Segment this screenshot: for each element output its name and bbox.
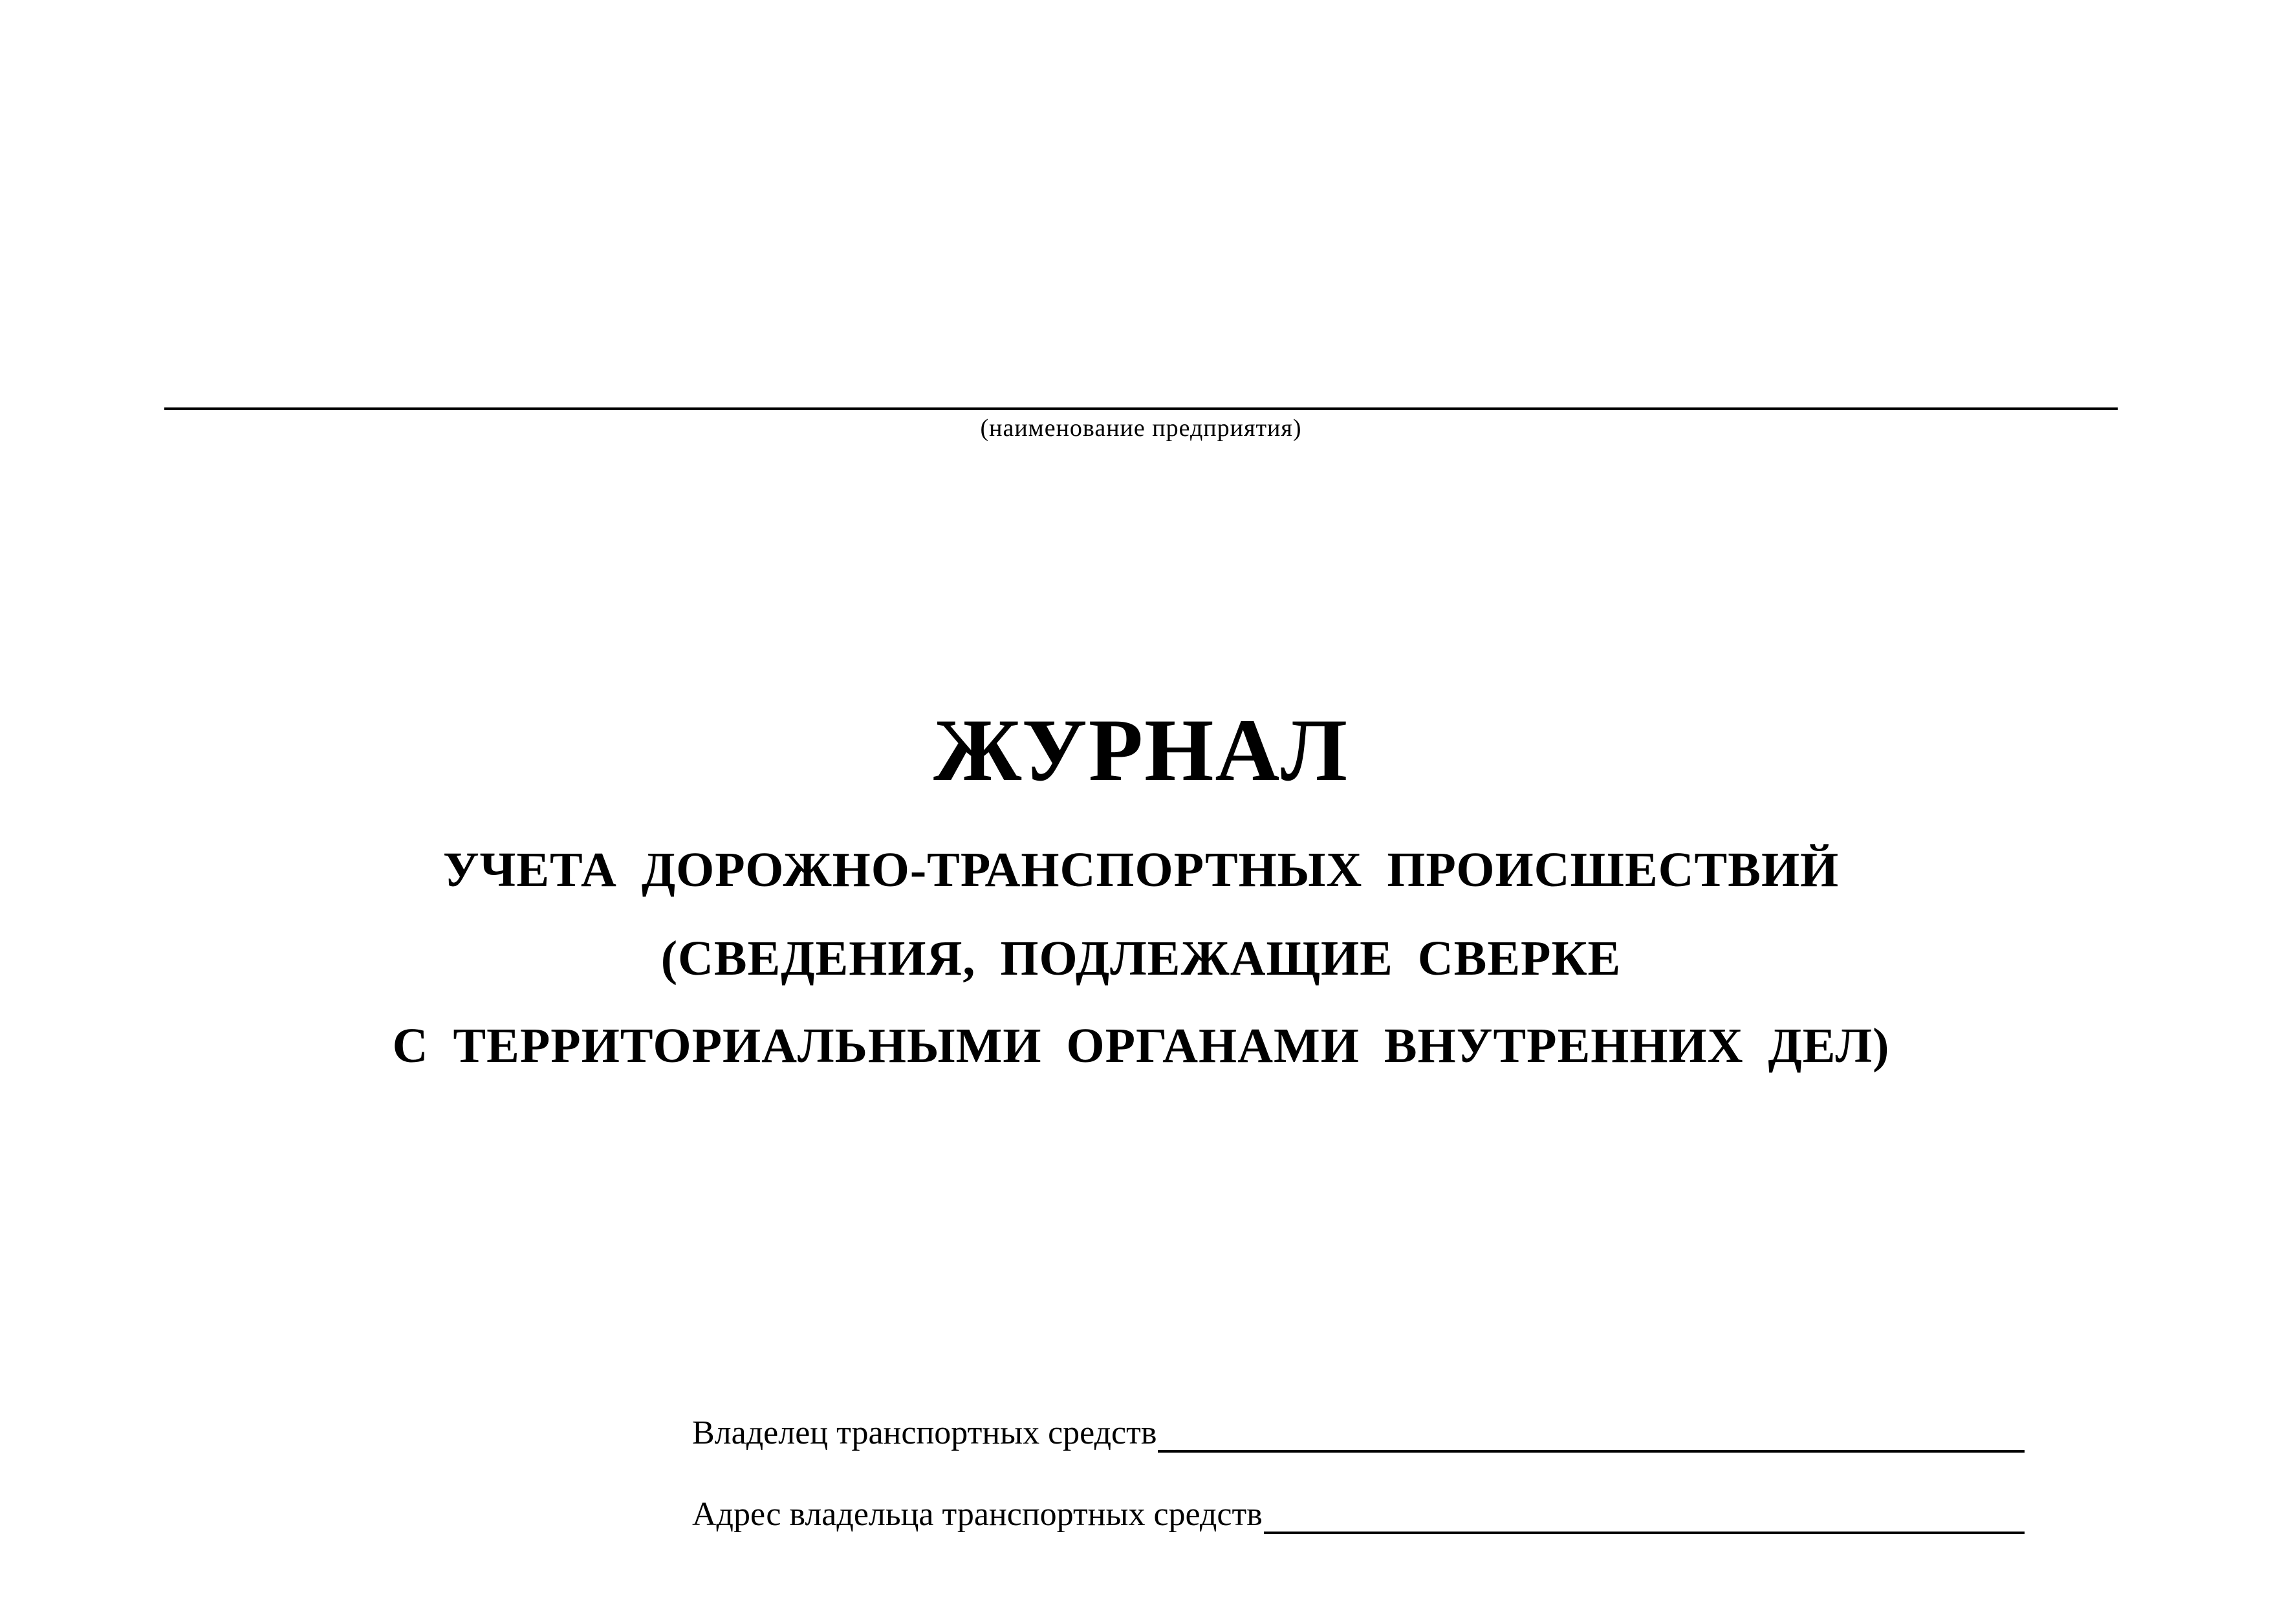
enterprise-name-caption: (наименование предприятия)	[980, 415, 1302, 442]
owner-address-field-blank[interactable]	[1264, 1503, 2025, 1534]
journal-subtitle-line-2: (СВЕДЕНИЯ, ПОДЛЕЖАЩИЕ СВЕРКЕ	[660, 931, 1622, 986]
owner-field-blank[interactable]	[1158, 1422, 2025, 1453]
journal-subtitle-line-3: С ТЕРРИТОРИАЛЬНЫМИ ОРГАНАМИ ВНУТРЕННИХ ДЕЛ)	[392, 1019, 1890, 1073]
owner-field-row	[692, 1414, 2025, 1453]
enterprise-name-line	[164, 407, 2118, 410]
owner-field-label: Владелец транспортных средств	[692, 1414, 1157, 1451]
journal-title: ЖУРНАЛ	[933, 700, 1349, 799]
owner-address-field-label: Адрес владельца транспортных средств	[692, 1496, 1263, 1533]
owner-address-field-row	[692, 1495, 2025, 1534]
journal-subtitle-line-1: УЧЕТА ДОРОЖНО-ТРАНСПОРТНЫХ ПРОИСШЕСТВИЙ	[442, 843, 1840, 897]
